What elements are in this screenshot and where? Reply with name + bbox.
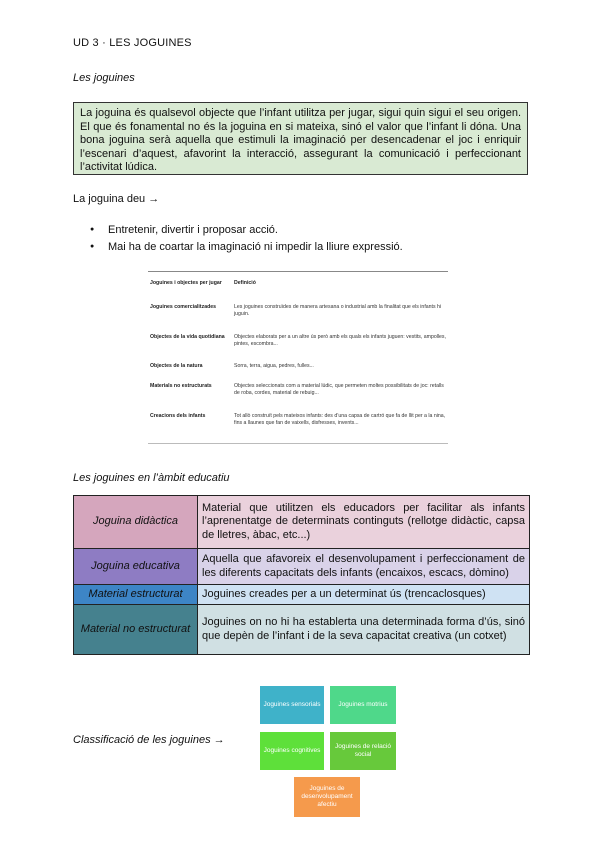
desc-material-estructurat: Joguines creades per a un determinat ús (trencaclosques) bbox=[198, 585, 530, 605]
term-joguina-didactica: Joguina didàctica bbox=[74, 496, 198, 549]
unit-title: UD 3 · LES JOGUINES bbox=[73, 37, 192, 49]
box-joguines-relacio-social: Joguines de relació social bbox=[330, 732, 396, 770]
table-cell-definition: Tot allò construït pels mateixos infants: des d’una capsa de cartró que fa de llit per a la nina, fins a llaunes que fan de vaixells, disfresses, invents... bbox=[234, 413, 446, 426]
term-material-estructurat: Material estructurat bbox=[74, 585, 198, 605]
table-cell-type: Joguines comercialitzades bbox=[150, 304, 217, 310]
table-cell-type: Creacions dels infants bbox=[150, 413, 206, 419]
term-material-no-estructurat: Material no estructurat bbox=[74, 605, 198, 655]
table-header-cell: Definició bbox=[234, 280, 256, 286]
desc-joguina-educativa: Aquella que afavoreix el desenvolupament i perfeccionament de les diferents capacitats dels infants (encaixos, escacs, dòmino) bbox=[198, 549, 530, 585]
classification-label: Classificació de les joguines → bbox=[73, 734, 225, 746]
table-bottom-rule bbox=[148, 443, 448, 444]
educational-toys-table bbox=[73, 495, 530, 655]
table-cell-definition: Objectes elaborats per a un altre ús però amb els quals els infants juguen: vestits, ampolles, pintes, escombra... bbox=[234, 334, 446, 347]
joguina-deu-label: La joguina deu → bbox=[73, 193, 160, 205]
box-joguines-motrius: Joguines motrius bbox=[330, 686, 396, 724]
table-cell-type: Objectes de la natura bbox=[150, 363, 203, 369]
table-cell-type: Materials no estructurats bbox=[150, 383, 212, 389]
purpose-bullet-list bbox=[90, 223, 403, 257]
definition-box: La joguina és qualsevol objecte que l’infant utilitza per jugar, sigui quin sigui el seu origen. El que és fonamental no és la joguina en si mateixa, sinó el valor que l’infant li dóna. Una bona joguina serà aquella que estimuli la imaginació per desencadenar el joc i enriquir l’escenari d’aquest, afavorint la interacció, assegurant la comunicació i perfeccionant l’activitat lúdica. bbox=[73, 102, 528, 175]
table-row bbox=[74, 585, 530, 605]
table-row bbox=[74, 549, 530, 585]
desc-material-no-estructurat: Joguines on no hi ha establerta una determinada forma d’ús, sinó que depèn de l’infant i de la seva capacitat creativa (un cotxet) bbox=[198, 605, 530, 655]
table-row bbox=[74, 605, 530, 655]
bullet-item: ● Entretenir, divertir i proposar acció. bbox=[90, 223, 403, 240]
section-heading-ambit-educatiu: Les joguines en l’àmbit educatiu bbox=[73, 472, 230, 484]
table-row bbox=[74, 496, 530, 549]
desc-joguina-didactica: Material que utilitzen els educadors per facilitar als infants l’aprenentatge de determinats continguts (rellotge didàctic, capsa de lletres, àbac, etc...) bbox=[198, 496, 530, 549]
box-joguines-sensorials: Joguines sensorials bbox=[260, 686, 324, 724]
table-header-cell: Joguines i objectes per jugar bbox=[150, 280, 222, 286]
toy-types-table bbox=[148, 272, 448, 439]
box-joguines-cognitives: Joguines cognitives bbox=[260, 732, 324, 770]
bullet-item: ● Mai ha de coartar la imaginació ni impedir la lliure expressió. bbox=[90, 240, 403, 257]
section-heading-joguines: Les joguines bbox=[73, 72, 135, 84]
toy-types-table-image bbox=[148, 271, 448, 444]
box-joguines-desenvolupament-afectiu: Joguines de desenvolupament afectiu bbox=[294, 777, 360, 817]
term-joguina-educativa: Joguina educativa bbox=[74, 549, 198, 585]
table-cell-definition: Objectes seleccionats com a material lúdic, que permeten moltes possibilitats de joc: retalls de roba, cordes, material de rebuig... bbox=[234, 383, 444, 396]
table-cell-type: Objectes de la vida quotidiana bbox=[150, 334, 225, 340]
table-cell-definition: Les joguines construïdes de manera artesana o industrial amb la finalitat que els infants hi juguin. bbox=[234, 304, 442, 317]
table-cell-definition: Sorra, terra, aigua, pedres, fulles... bbox=[234, 363, 314, 369]
